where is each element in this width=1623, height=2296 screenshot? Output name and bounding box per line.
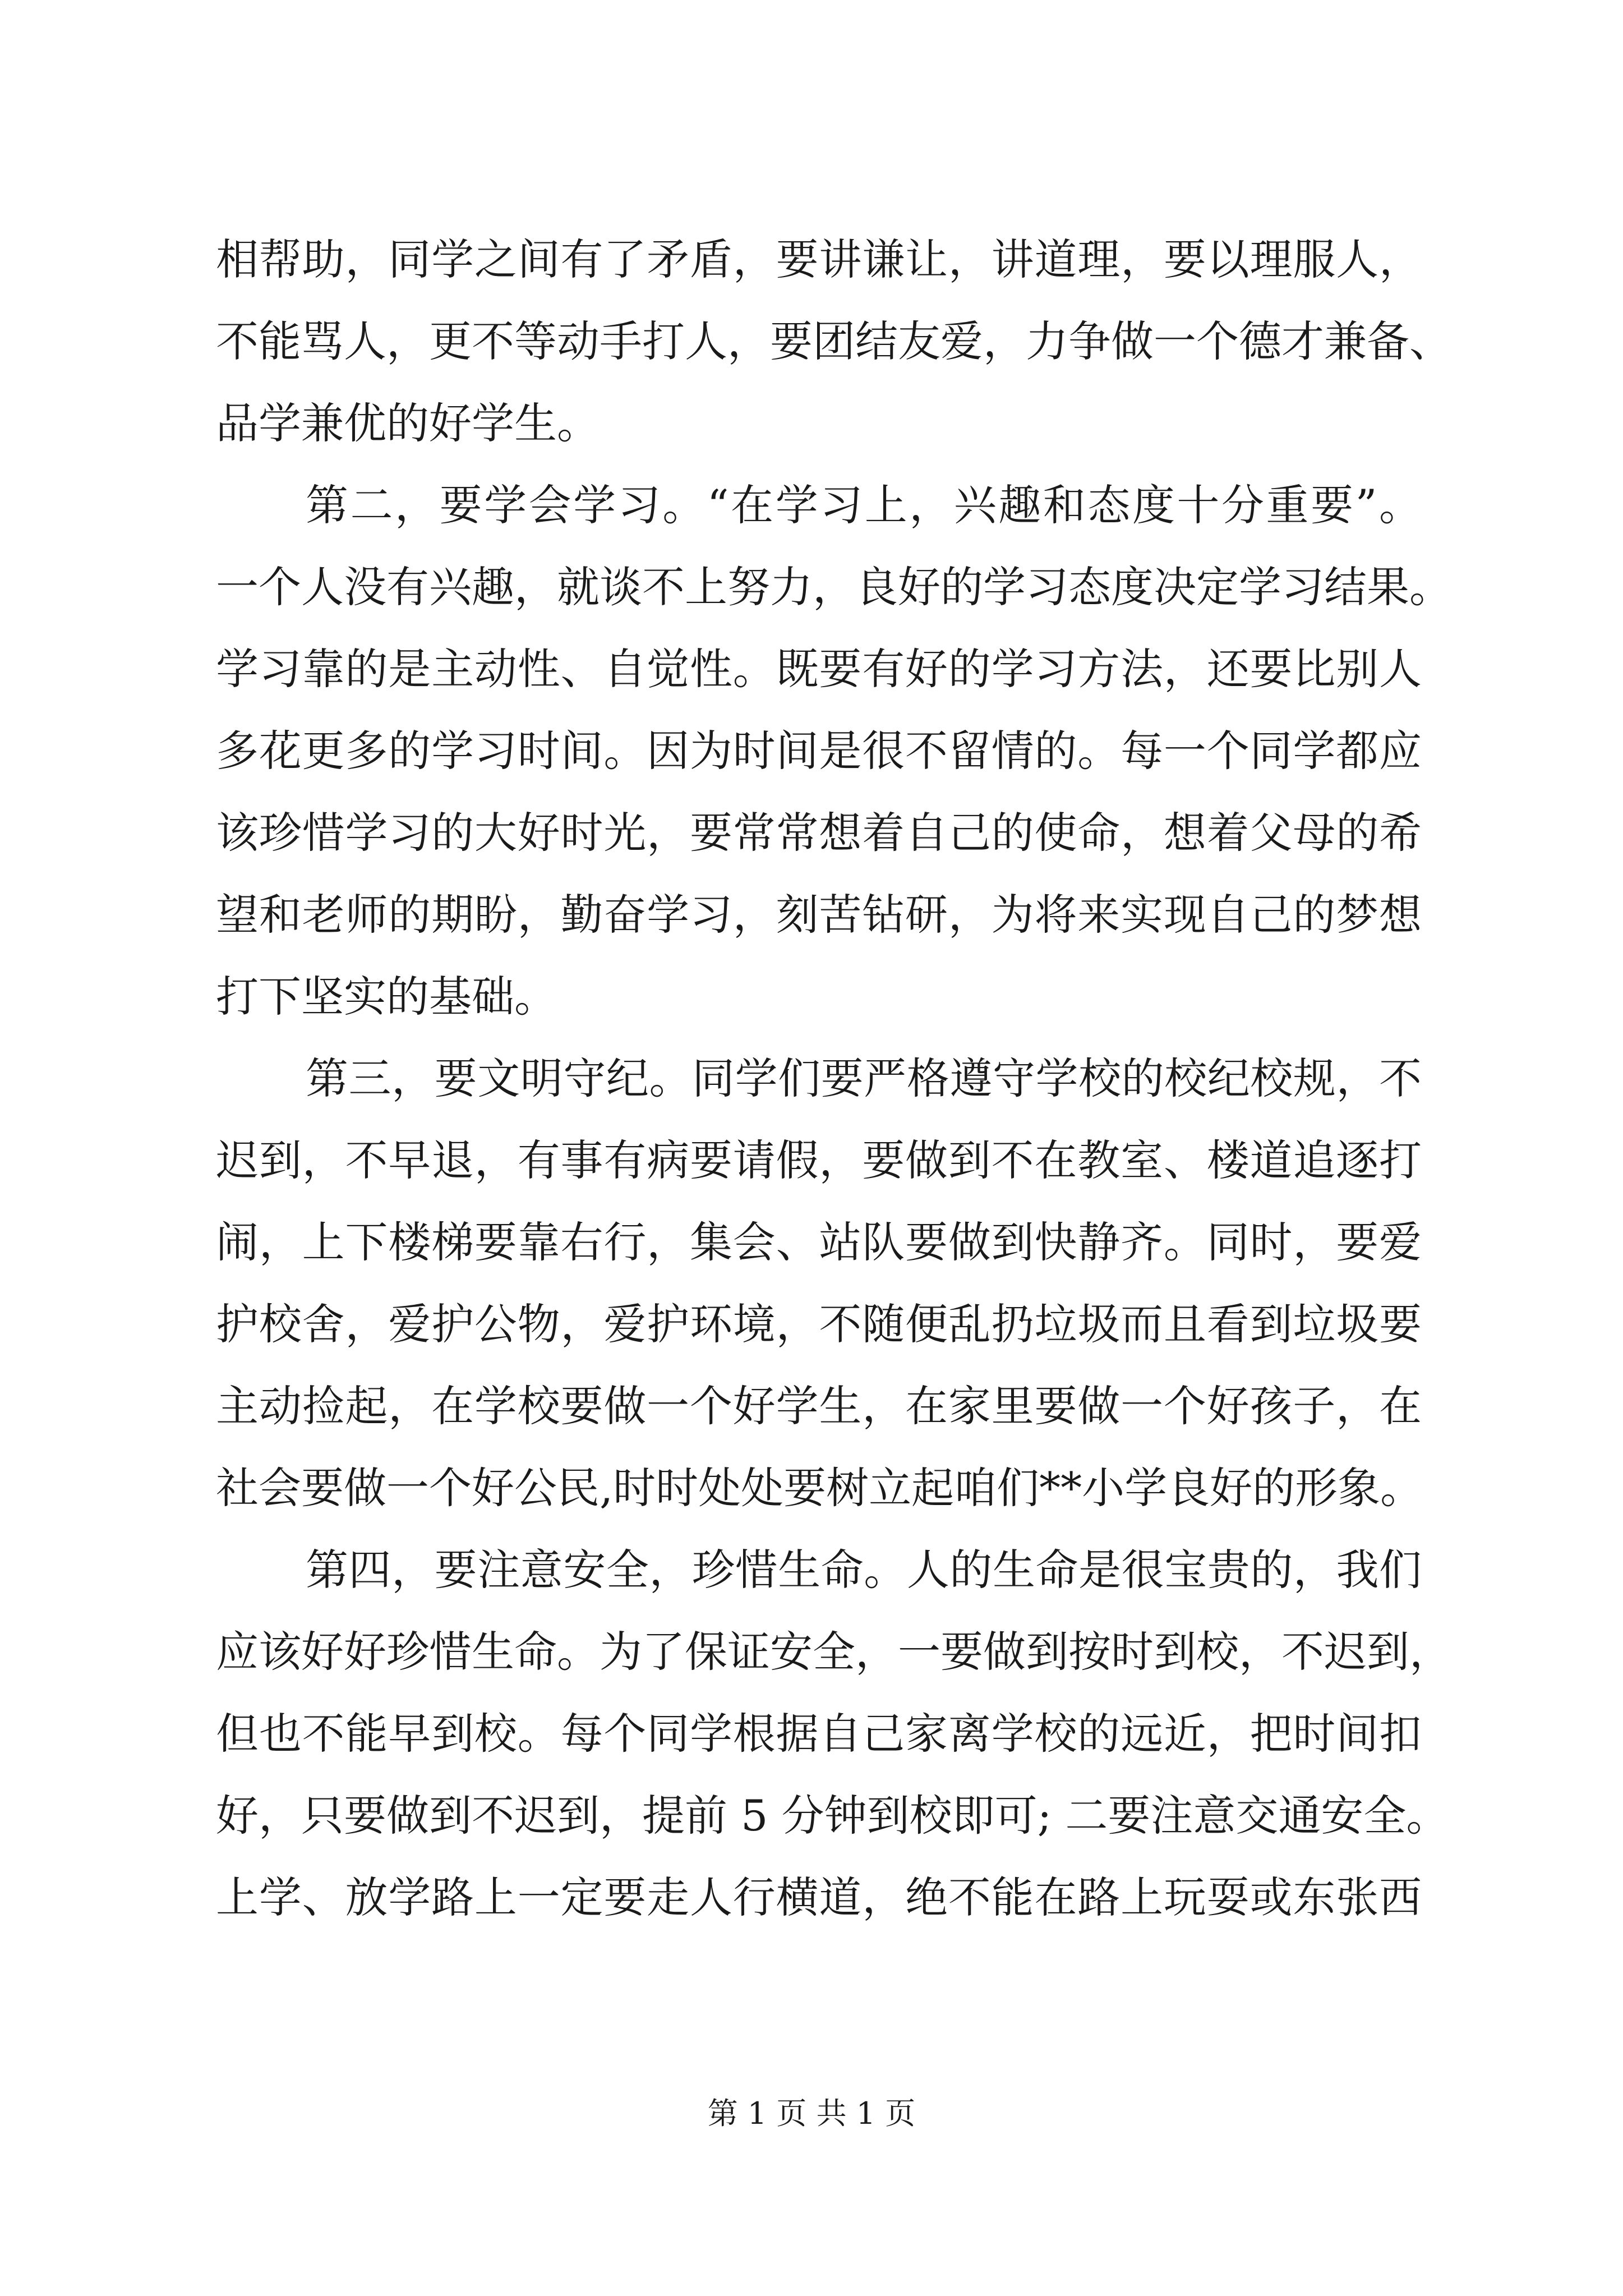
- body-text-line: 该珍惜学习的大好时光，要常常想着自己的使命，想着父母的希: [216, 808, 1422, 858]
- paragraph-heading-line: 第三，要文明守纪。同学们要严格遵守学校的校纪校规，不: [306, 1053, 1422, 1103]
- body-text-line: 应该好好珍惜生命。为了保证安全，一要做到按时到校，不迟到，: [216, 1627, 1452, 1677]
- body-text-line: 迟到，不早退，有事有病要请假，要做到不在教室、楼道追逐打: [216, 1135, 1422, 1185]
- body-text-line: 一个人没有兴趣，就谈不上努力，良好的学习态度决定学习结果。: [216, 562, 1452, 612]
- body-text-line: 主动捡起，在学校要做一个好学生，在家里要做一个好孩子，在: [216, 1381, 1422, 1431]
- body-text-line: 打下坚实的基础。: [216, 972, 557, 1022]
- body-text-line: 相帮助，同学之间有了矛盾，要讲谦让，讲道理，要以理服人，: [216, 234, 1422, 284]
- body-text-line: 望和老师的期盼，勤奋学习，刻苦钻研，为将来实现自己的梦想: [216, 890, 1422, 940]
- body-text-line: 社会要做一个好公民,时时处处要树立起咱们**小学良好的形象。: [216, 1463, 1423, 1513]
- body-text-line: 不能骂人，更不等动手打人，要团结友爱，力争做一个德才兼备、: [216, 316, 1452, 366]
- body-text-line: 上学、放学路上一定要走人行横道，绝不能在路上玩耍或东张西: [216, 1872, 1422, 1922]
- body-text-line: 护校舍，爱护公物，爱护环境，不随便乱扔垃圾而且看到垃圾要: [216, 1299, 1422, 1349]
- body-text-line: 品学兼优的好学生。: [216, 398, 600, 448]
- page-number-footer: 第 1 页 共 1 页: [707, 2096, 916, 2131]
- paragraph-heading-line: 第二，要学会学习。“在学习上，兴趣和态度十分重要”。: [306, 480, 1422, 530]
- body-text-line: 好，只要做到不迟到，提前 5 分钟到校即可; 二要注意交通安全。: [216, 1791, 1449, 1841]
- body-text-line: 但也不能早到校。每个同学根据自己家离学校的远近，把时间扣: [216, 1709, 1422, 1759]
- body-text-line: 学习靠的是主动性、自觉性。既要有好的学习方法，还要比别人: [216, 644, 1422, 694]
- body-text-line: 多花更多的学习时间。因为时间是很不留情的。每一个同学都应: [216, 726, 1422, 776]
- paragraph-heading-line: 第四，要注意安全，珍惜生命。人的生命是很宝贵的，我们: [306, 1545, 1422, 1595]
- body-text-line: 闹，上下楼梯要靠右行，集会、站队要做到快静齐。同时，要爱: [216, 1217, 1422, 1267]
